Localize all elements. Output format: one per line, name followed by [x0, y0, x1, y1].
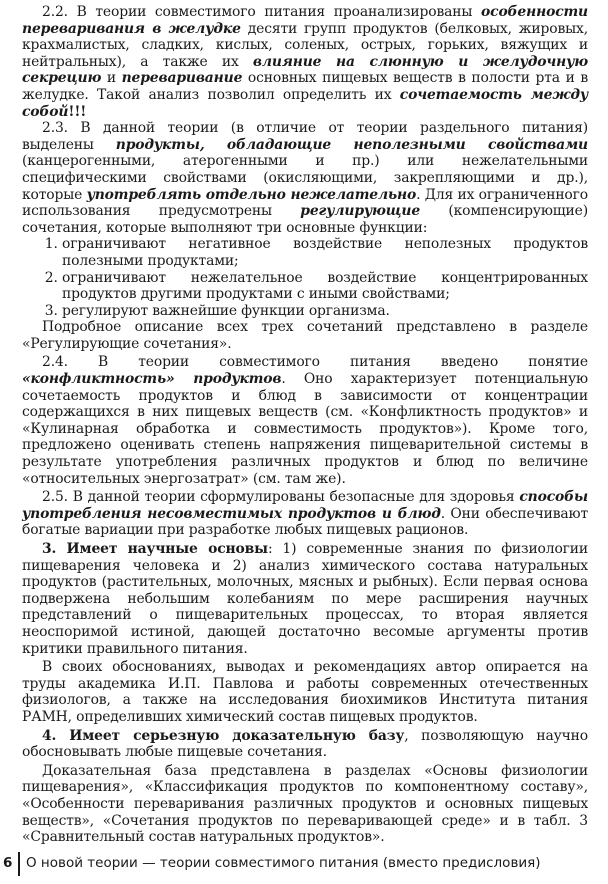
page-number: 6 — [3, 855, 13, 871]
list-item: 2. ограничивают нежелательное воздействие концентрированных продуктов другими продуктами с иными свойствами; — [62, 270, 588, 303]
text: 2.3. В данной теории (в отличие от теории раздельного питания) выделены — [22, 120, 588, 153]
list-item: 3. регулируют важнейшие функции организма. — [62, 303, 588, 320]
text: (компенсирующие) сочетания, которые выполняют три основные функции: — [22, 203, 588, 236]
section-heading-3: 3. Имеет научные основы — [42, 541, 268, 557]
text: : 1) современные знания по физиологии пищеварения человека и 2) анализ химического состава натуральных продуктов (растительных, молочных, мясных и рыбных). Если первая основа подвержена небольшим колебаниям по мере расширения научных представлений о пищеварительных процессах, то вторая является неоспоримой истиной, дающей достаточно весомые аргументы против критики правильного питания. — [22, 541, 589, 657]
paragraph-2-2 — [22, 4, 588, 120]
functions-list — [22, 236, 588, 319]
emphasis: регулирующие — [300, 203, 421, 220]
text: 2.2. В теории совместимого питания проанализированы — [42, 4, 482, 20]
paragraph-4-evidence: Доказательная база представлена в разделах «Основы физиологии пищеварения», «Классификация продуктов по компонентному составу», «Особенности переваривания различных продуктов и основных пищевых веществ», «Сочетания продуктов по переваривающей среде» и в табл. 3 «Сравнительный состав натуральных продуктов». — [22, 762, 588, 846]
text: (канцерогенными, атерогенными и пр.) или нежелательными специфическими свойствами (окисляющими, закрепляющими и др.), которые — [22, 153, 588, 203]
emphasis: влияние на слюнную и желудочную секрецию — [22, 53, 588, 87]
text: 2.5. В данной теории сформулированы безопасные для здоровья — [42, 489, 520, 506]
text: . Для их ограниченного использования предусмотрены — [22, 186, 588, 220]
text: и — [101, 70, 122, 87]
paragraph-4 — [22, 728, 588, 761]
text: основных пищевых веществ в полости рта и в желудке. Такой анализ позволил определить их — [22, 70, 588, 103]
section-heading-4: 4. Имеет серьезную доказательную базу — [42, 727, 405, 744]
text: . Они обеспечивают богатые вариации при разработке любых пищевых рационов. — [22, 505, 588, 539]
page-body — [22, 4, 588, 846]
text: . Оно характеризует потенциальную сочетаемость продуктов и блюд в зависимости от концентрации содержащихся в них пищевых веществ (см. «Конфликтность продуктов» и «Кулинарная обработка и совместимость продуктов»). Кроме того, предложено оценивать степень напряжения пищеварительной системы в результате употребления различных продуктов и блюд по величине «относительных энергозатрат» (см. там же). — [22, 371, 588, 487]
page-footer — [0, 850, 608, 876]
text: , позволяющую научно обосновывать любые пищевые сочетания. — [22, 727, 588, 761]
emphasis: особенности переваривания в желудке — [22, 4, 588, 37]
emphasis: сочетаемость между собой — [22, 86, 588, 120]
emphasis: способы употребления несовместимых продуктов и блюд — [22, 489, 588, 522]
running-title: О новой теории — теории совместимого питания (вместо предисловия) — [26, 855, 541, 871]
paragraph-detail: Подробное описание всех трех сочетаний представлено в разделе «Регулирующие сочетания». — [22, 319, 588, 352]
paragraph-2-4 — [22, 354, 588, 487]
footer-divider — [18, 852, 20, 876]
paragraph-2-3 — [22, 120, 588, 236]
list-item: 1. ограничивают негативное воздействие неполезных продуктов полезными продуктами; — [62, 236, 588, 269]
paragraph-3-sources: В своих обоснованиях, выводах и рекомендациях автор опирается на труды академика И.П. Павлова и работы современных отечественных физиологов, а также на исследования биохимиков Института питания РАМН, определивших химический состав пищевых продуктов. — [22, 659, 588, 725]
emphasis: переваривание — [121, 70, 243, 87]
paragraph-2-5 — [22, 489, 588, 539]
exclamation: !!! — [68, 103, 87, 120]
text: десяти групп продуктов (белковых, жировых, крахмалистых, сладких, кислых, соленых, острых, горьких, вяжущих и нейтральных), а также их — [22, 20, 588, 70]
emphasis: «конфликтность» продуктов — [22, 371, 282, 388]
paragraph-3 — [22, 541, 588, 657]
text: 2.4. В теории совместимого питания введено понятие — [42, 354, 588, 371]
emphasis: употреблять отдельно нежелательно — [86, 186, 417, 203]
emphasis: продукты, обладающие неполезными свойствами — [115, 136, 588, 153]
